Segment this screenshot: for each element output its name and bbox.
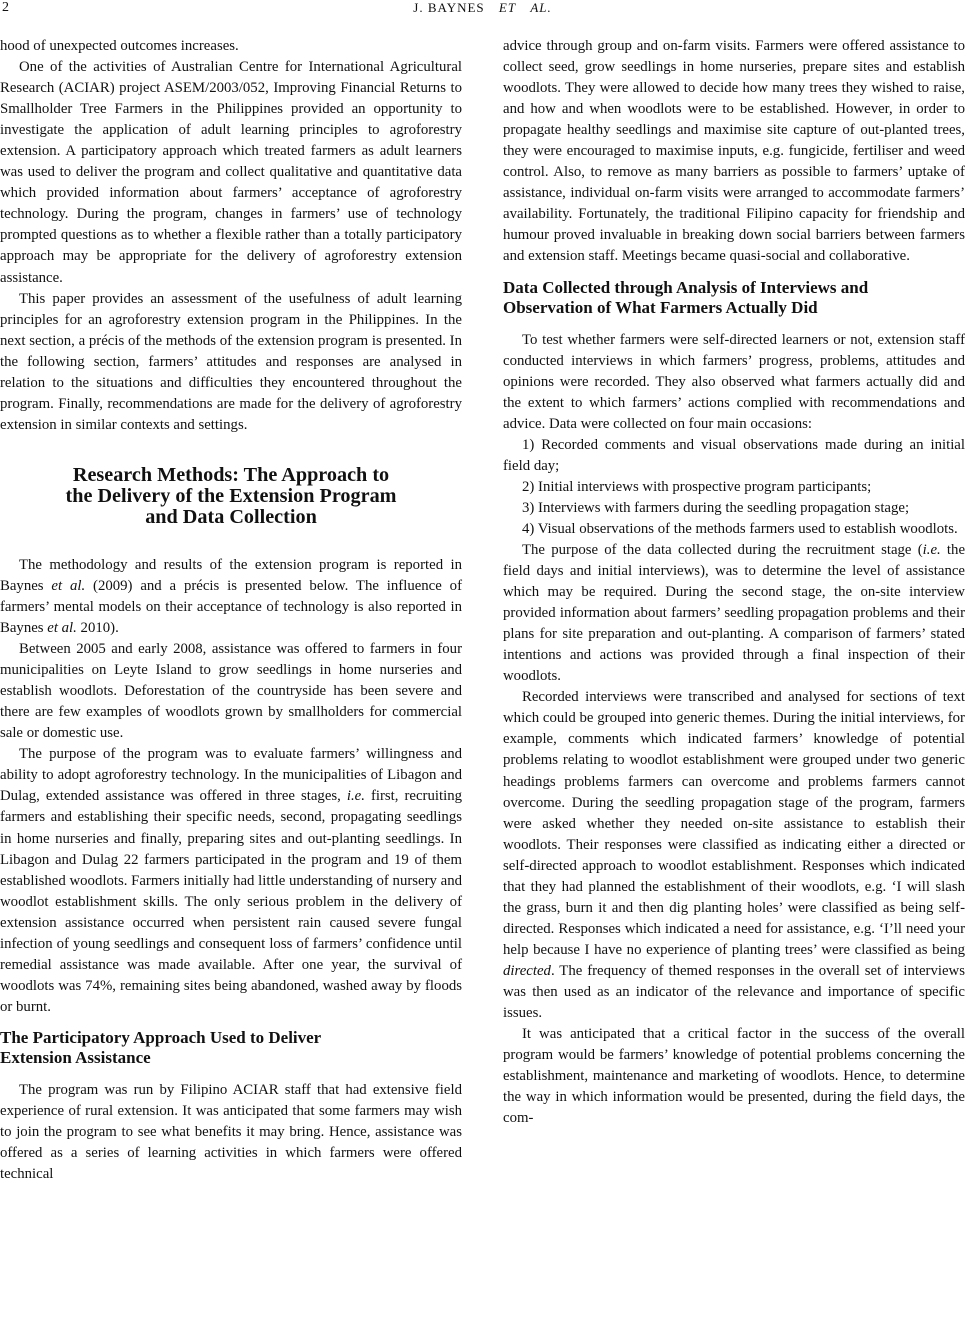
paragraph-program-purpose: The purpose of the program was to evaluate farmers’ willingness and ability to adopt agroforestry technology. In the municipalities of Libagon and Dulag, extended assistance was offered in three stages, i.e. first, recruiting farmers and establishing their specific needs, second, propagating seedlings in home nurseries and finally, preparing sites and out-planting seedlings. In Libagon and Dulag 22 farmers participated in the program and 19 of them established woodlots. Farmers initially had little understanding of nursery and woodlot establishment skills. The only serious problem in the delivery of extension assistance occurred when persistent rain caused severe fungal infection of young seedlings and consequent loss of farmers’ confidence until remedial assistance was made available. After one year, the survival of woodlots was 74%, remaining sites being abandoned, washed away by floods or burnt.: [0, 746, 462, 1015]
page-number: 2: [2, 0, 9, 15]
section-heading-line3: and Data Collection: [145, 505, 317, 528]
running-head-et: ET: [498, 0, 517, 15]
term-directed: directed: [503, 962, 551, 979]
subheading-data-collected: [503, 278, 965, 319]
paragraph-advice-continuation: advice through group and on-farm visits. Farmers were offered assistance to collect seed, grow seedlings in home nurseries, prepare sites and establish woodlots. They were allowed to decide how many trees they wished to raise, and how and when woodlots were to be established. However, in order to propagate healthy seedlings and maximise site capture of out-planted trees, they were encouraged to maximise inputs, e.g. fungicide, fertiliser and weed control. Also, to remove as many barriers as possible to farmers’ uptake of assistance, individual on-farm visits were arranged to accommodate farmers’ availability. Fortunately, the traditional Filipino capacity for friendship and humour proved invaluable in breaking down social barriers between farmers and extension staff. Meetings became quasi-social and collaborative.: [503, 38, 965, 265]
list-item: 4) Visual observations of the methods farmers used to establish woodlots.: [522, 520, 958, 537]
list-item: 1) Recorded comments and visual observations made during an initial field day;: [503, 436, 965, 474]
section-heading-research-methods: [0, 465, 462, 528]
running-header: [0, 0, 965, 22]
subheading-participatory-approach: [0, 1028, 462, 1069]
paragraph-continuation: hood of unexpected outcomes increases.: [0, 38, 239, 54]
subheading-line1: Data Collected through Analysis of Interviews and: [503, 277, 869, 297]
running-head: [0, 0, 965, 16]
paragraph-leyte-island: Between 2005 and early 2008, assistance was offered to farmers in four municipalities on Leyte Island to grow seedlings in home nurseries and establish woodlots. Deforestation of the countryside has been severe and there are few examples of woodlots grown by smallholders for commercial sale or domestic use.: [0, 641, 462, 742]
citation-et-al: et al.: [51, 577, 86, 594]
paragraph-program-run: The program was run by Filipino ACIAR staff that had extensive field experience of rural extension. It was anticipated that some farmers may wish to join the program to see what benefits it may bring. Hence, assistance was offered as a series of learning activities in which farmers were offered technical: [0, 1081, 462, 1183]
subheading-line2: Extension Assistance: [0, 1048, 151, 1068]
paragraph-interview-analysis: Recorded interviews were transcribed and analysed for sections of text which could be grouped into generic themes. During the initial interviews, for example, comments which indicated farmers’ knowledge of potential problems relating to woodlot establishment were grouped under two generic headings problems farmers can overcome and problems farmers cannot overcome. During the seedling propagation stage of the program, farmers were asked whether they needed on-site assistance to establish their woodlots. Their responses were classified as indicating either a directed or self-directed approach to woodlot establishment. Responses which indicated that they had planned the establishment of their woodlots, e.g. ‘I will slash the grass, burn it and then dig planting holes’ were classified as being self-directed. Responses which indicated a need for assistance, e.g. ‘I’ll need your help because I have no experience of planting trees’ were classified as being directed. The frequency of themed responses in the overall set of interviews was then used as an indicator of the relevance and importance of specific issues.: [503, 689, 965, 1022]
right-column: [503, 36, 965, 1129]
paragraph-self-directed-test: To test whether farmers were self-directed learners or not, extension staff conducted interviews in which farmers’ progress, problems, attitudes and opinions were recorded. They also observed what farmers actually did and the extent to which farmers’ actions complied with recommendations and advice. Data were collected on four main occasions:: [503, 331, 965, 432]
section-heading-line2: the Delivery of the Extension Program: [65, 484, 397, 507]
section-heading-line1: Research Methods: The Approach to: [72, 463, 390, 486]
paragraph-data-purpose: The purpose of the data collected during the recruitment stage (i.e. the field days and initial interviews), was to determine the level of assistance which may be required. During the second stage, the on-site interview provided information about farmers’ seedling propagation problems and their plans for site preparation and out-planting. A comparison of farmers’ stated intentions and actions was provided through a final inspection of their woodlots.: [503, 541, 965, 685]
paragraph-aciar-project: One of the activities of Australian Centre for International Agricultural Research (ACIAR) project ASEM/2003/052, Improving Financial Returns to Smallholder Tree Farmers in the Philippines provided an opportunity to investigate the application of adult learning principles to agroforestry extension. A participatory approach which treated farmers as adult learners was used to deliver the program and collect qualitative and quantitative data which provided information about farmers’ acceptance of agroforestry technology. During the program, changes in farmers’ use of technology prompted questions as to whether a flexible rather than a totally participatory approach may be appropriate for the delivery of agroforestry extension assistance.: [0, 59, 462, 286]
abbrev-ie: i.e.: [346, 788, 365, 805]
subheading-line2: Observation of What Farmers Actually Did: [503, 298, 818, 318]
subheading-line1: The Participatory Approach Used to Deliver: [0, 1027, 322, 1047]
running-head-al: AL.: [530, 0, 552, 15]
abbrev-ie: i.e.: [922, 541, 941, 558]
list-item: 2) Initial interviews with prospective program participants;: [522, 478, 872, 495]
paragraph-critical-factor: It was anticipated that a critical factor in the success of the overall program would be farmers’ knowledge of potential problems concerning the establishment, maintenance and marketing of woodlots. Hence, to determine the way in which information would be presented, during the field days, the com-: [503, 1026, 965, 1127]
running-head-author: J. BAYNES: [413, 0, 485, 15]
left-column: [0, 36, 462, 1185]
list-item: 3) Interviews with farmers during the seedling propagation stage;: [522, 499, 910, 516]
paragraph-paper-overview: This paper provides an assessment of the usefulness of adult learning principles for an agroforestry extension program in the Philippines. In the next section, a précis of the methods of the extension program is presented. In the following section, farmers’ attitudes and responses are analysed in relation to the situations and difficulties they encountered throughout the program. Finally, recommendations are made for the delivery of agroforestry extension in similar contexts and settings.: [0, 290, 462, 433]
paragraph-methodology: The methodology and results of the extension program is reported in Baynes et al. (2009) and a précis is presented below. The influence of farmers’ mental models on their acceptance of technology is also reported in Baynes et al. 2010).: [0, 556, 462, 637]
citation-et-al: et al.: [47, 620, 77, 637]
